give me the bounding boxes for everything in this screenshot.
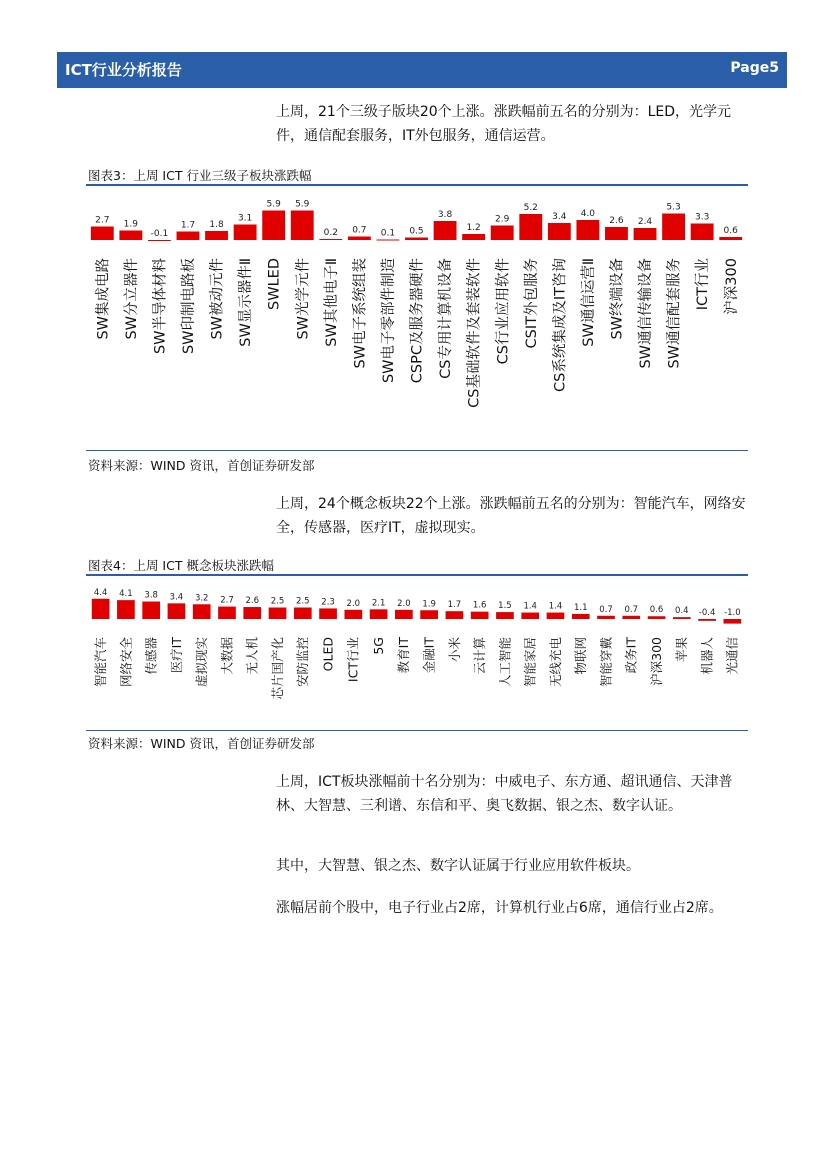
value-label-21: 0.7 (624, 604, 639, 615)
category-label-16: CS系统集成及IT咨询 (552, 258, 569, 392)
category-label-15: 云计算 (472, 637, 488, 675)
category-label-21: 政务IT (623, 637, 639, 674)
category-label-17: 智能家居 (522, 637, 538, 688)
bar-23 (673, 617, 691, 619)
category-label-4: SW被动元件 (209, 258, 226, 340)
value-label-17: 1.4 (523, 601, 537, 612)
category-label-13: CS基础软件及套装软件 (466, 258, 483, 408)
bar-24 (698, 619, 716, 621)
category-label-17: SW通信运营Ⅱ (580, 258, 597, 347)
value-label-4: 1.8 (209, 220, 224, 230)
page-number: Page5 (730, 60, 779, 76)
category-label-1: SW分立器件 (123, 258, 140, 340)
value-label-13: 1.9 (422, 599, 436, 610)
category-label-11: CSPC及服务器硬件 (409, 258, 426, 384)
bar-9 (319, 608, 337, 619)
figure-3-chart (0, 186, 827, 466)
value-label-14: 2.9 (495, 214, 510, 225)
category-label-12: 教育IT (396, 637, 412, 674)
category-label-19: SW通信传输设备 (638, 258, 655, 369)
category-label-20: 智能穿戴 (598, 637, 614, 688)
bar-21 (622, 616, 640, 619)
bar-2 (148, 240, 171, 241)
value-label-9: 0.7 (352, 225, 367, 236)
category-label-6: 无人机 (244, 637, 260, 675)
value-label-5: 2.7 (220, 595, 234, 606)
category-label-22: 沪深300 (723, 258, 740, 315)
category-label-24: 机器人 (699, 637, 715, 675)
bar-9 (348, 237, 371, 241)
bar-14 (446, 611, 464, 619)
category-label-21: ICT行业 (695, 258, 712, 311)
bar-18 (605, 227, 628, 240)
category-label-4: 虚拟现实 (194, 637, 210, 688)
category-label-3: 医疗IT (168, 637, 184, 674)
bar-16 (548, 223, 571, 240)
bar-13 (420, 610, 438, 619)
category-label-25: 光通信 (724, 637, 740, 675)
value-label-18: 2.6 (609, 216, 624, 226)
value-label-8: 0.2 (323, 228, 338, 238)
bar-4 (193, 604, 211, 619)
value-label-20: 0.7 (599, 604, 613, 615)
value-label-11: 0.5 (409, 226, 424, 237)
value-label-23: 0.4 (675, 606, 689, 617)
value-label-6: 5.9 (266, 199, 281, 210)
paragraph-4: 其中，大智慧、银之杰、数字认证属于行业应用软件板块。 (276, 858, 640, 874)
category-label-9: OLED (320, 637, 336, 672)
category-label-22: 沪深300 (648, 637, 664, 686)
value-label-1: 4.1 (119, 589, 133, 600)
value-label-10: 2.0 (346, 598, 361, 609)
bar-10 (377, 240, 400, 241)
category-label-1: 网络安全 (118, 637, 134, 688)
value-label-3: 1.7 (180, 220, 196, 231)
bar-1 (117, 600, 135, 619)
value-label-14: 1.7 (447, 600, 462, 611)
category-label-8: 安防监控 (295, 637, 311, 688)
category-label-10: SW电子零部件制造 (381, 257, 398, 384)
bar-12 (434, 221, 457, 240)
bar-1 (119, 231, 142, 241)
category-label-6: SWLED (266, 258, 283, 310)
value-label-24: -0.4 (698, 608, 716, 618)
category-label-0: 智能汽车 (93, 637, 109, 688)
category-label-0: SW集成电路 (95, 258, 112, 340)
value-label-7: 5.9 (295, 199, 310, 210)
value-label-4: 3.2 (194, 593, 209, 604)
figure-4-source: 资料来源：WIND 资讯，首创证券研发部 (88, 736, 315, 751)
category-label-2: SW半导体材料 (152, 258, 169, 355)
category-label-7: 芯片国产化 (269, 637, 285, 700)
category-label-7: SW光学元件 (295, 258, 312, 340)
paragraph-5: 涨幅居前个股中，电子行业占2席，计算机行业占6席，通信行业占2席。 (276, 900, 723, 916)
bar-10 (344, 610, 362, 619)
bar-11 (370, 609, 388, 619)
bar-8 (319, 239, 342, 240)
category-label-2: 传感器 (143, 637, 159, 675)
value-label-7: 2.5 (270, 596, 285, 607)
figure-3-bottom-rule (86, 450, 748, 451)
category-label-20: SW通信配套服务 (666, 258, 683, 369)
category-label-11: 5G (370, 637, 386, 655)
figure-3-source: 资料来源：WIND 资讯，首创证券研发部 (88, 458, 315, 473)
value-label-16: 3.4 (552, 212, 567, 222)
category-label-15: CSIT外包服务 (523, 258, 540, 349)
bar-3 (177, 232, 200, 241)
value-label-19: 2.4 (637, 217, 653, 227)
value-label-18: 1.4 (548, 601, 563, 612)
paragraph-1: 上周，21个三级子版块20个上涨。涨跌幅前五名的分别为：LED，光学元件，通信配套服务，IT外包服务，通信运营。 (276, 104, 732, 144)
value-label-2: -0.1 (150, 229, 169, 239)
category-label-12: CS专用计算机设备 (438, 258, 455, 379)
figure-4-bottom-rule (86, 730, 748, 731)
category-label-16: 人工智能 (497, 637, 513, 688)
value-label-0: 2.7 (95, 215, 110, 226)
bar-12 (395, 610, 413, 619)
value-label-12: 2.0 (397, 598, 411, 609)
bar-3 (168, 603, 186, 619)
bar-8 (294, 608, 312, 620)
bar-0 (92, 599, 110, 619)
value-label-19: 1.1 (573, 602, 588, 613)
bar-19 (634, 228, 657, 240)
paragraph-3: 上周，ICT板块涨幅前十名分别为：中威电子、东方通、超讯通信、天津普林、大智慧、三利谱、东信和平、奥飞数据、银之杰、数字认证。 (276, 774, 733, 814)
category-label-14: 小米 (446, 637, 462, 663)
bar-20 (662, 214, 685, 241)
bar-0 (91, 227, 114, 241)
bar-21 (691, 224, 714, 241)
category-label-19: 物联网 (573, 637, 589, 675)
value-label-8: 2.5 (296, 596, 310, 607)
value-label-13: 1.2 (466, 223, 481, 233)
category-label-10: ICT行业 (345, 637, 361, 683)
bar-14 (491, 226, 514, 241)
category-label-8: SW其他电子Ⅱ (323, 258, 340, 347)
value-label-20: 5.3 (666, 202, 681, 213)
value-label-25: -1.0 (724, 608, 741, 618)
category-label-5: 大数据 (219, 637, 235, 675)
category-label-14: CS行业应用软件 (495, 257, 512, 365)
bar-13 (462, 234, 485, 240)
bar-11 (405, 238, 428, 241)
category-label-18: SW终端设备 (609, 258, 626, 340)
category-label-9: SW电子系统组装 (352, 258, 369, 369)
bar-6 (262, 211, 285, 241)
figure-4-title: 图表4：上周 ICT 概念板块涨跌幅 (88, 558, 274, 573)
bar-17 (576, 220, 599, 240)
value-label-15: 5.2 (523, 203, 538, 213)
value-label-22: 0.6 (649, 605, 664, 616)
value-label-9: 2.3 (321, 597, 335, 608)
bar-16 (496, 612, 514, 619)
bar-7 (269, 608, 287, 620)
category-label-23: 苹果 (674, 637, 690, 663)
value-label-11: 2.1 (371, 598, 386, 609)
value-label-21: 3.3 (694, 212, 710, 223)
value-label-22: 0.6 (723, 226, 738, 236)
category-label-3: SW印制电路板 (181, 258, 198, 355)
value-label-16: 1.5 (498, 601, 512, 612)
bar-17 (521, 613, 539, 619)
value-label-0: 4.4 (93, 587, 108, 598)
figure-3-title: 图表3：上周 ICT 行业三级子板块涨跌幅 (88, 168, 312, 183)
bar-5 (234, 225, 257, 241)
bar-20 (597, 616, 615, 619)
value-label-3: 3.4 (169, 592, 184, 603)
bar-4 (205, 231, 228, 240)
value-label-2: 3.8 (144, 590, 158, 601)
bar-22 (719, 237, 742, 240)
value-label-12: 3.8 (437, 210, 453, 220)
value-label-5: 3.1 (237, 213, 253, 224)
category-label-13: 金融IT (421, 637, 437, 674)
bar-25 (724, 619, 742, 624)
value-label-15: 1.6 (472, 600, 487, 611)
bar-19 (572, 614, 590, 619)
figure-4-chart (0, 576, 827, 736)
bar-15 (471, 612, 489, 619)
bar-22 (648, 616, 666, 619)
value-label-1: 1.9 (123, 219, 139, 230)
bar-6 (243, 607, 261, 619)
bar-15 (519, 214, 542, 240)
value-label-6: 2.6 (245, 596, 260, 607)
bar-2 (142, 602, 160, 619)
category-label-18: 无线充电 (547, 637, 563, 688)
header-bar (57, 52, 787, 88)
bar-18 (547, 613, 565, 619)
value-label-10: 0.1 (380, 228, 396, 239)
paragraph-2: 上周，24个概念板块22个上涨。涨跌幅前五名的分别为：智能汽车，网络安全，传感器，医疗IT，虚拟现实。 (276, 496, 746, 536)
bar-7 (291, 211, 314, 241)
report-title: ICT行业分析报告 (65, 61, 182, 79)
bar-5 (218, 607, 236, 619)
category-label-5: SW显示器件Ⅱ (238, 258, 255, 347)
value-label-17: 4.0 (580, 209, 596, 219)
